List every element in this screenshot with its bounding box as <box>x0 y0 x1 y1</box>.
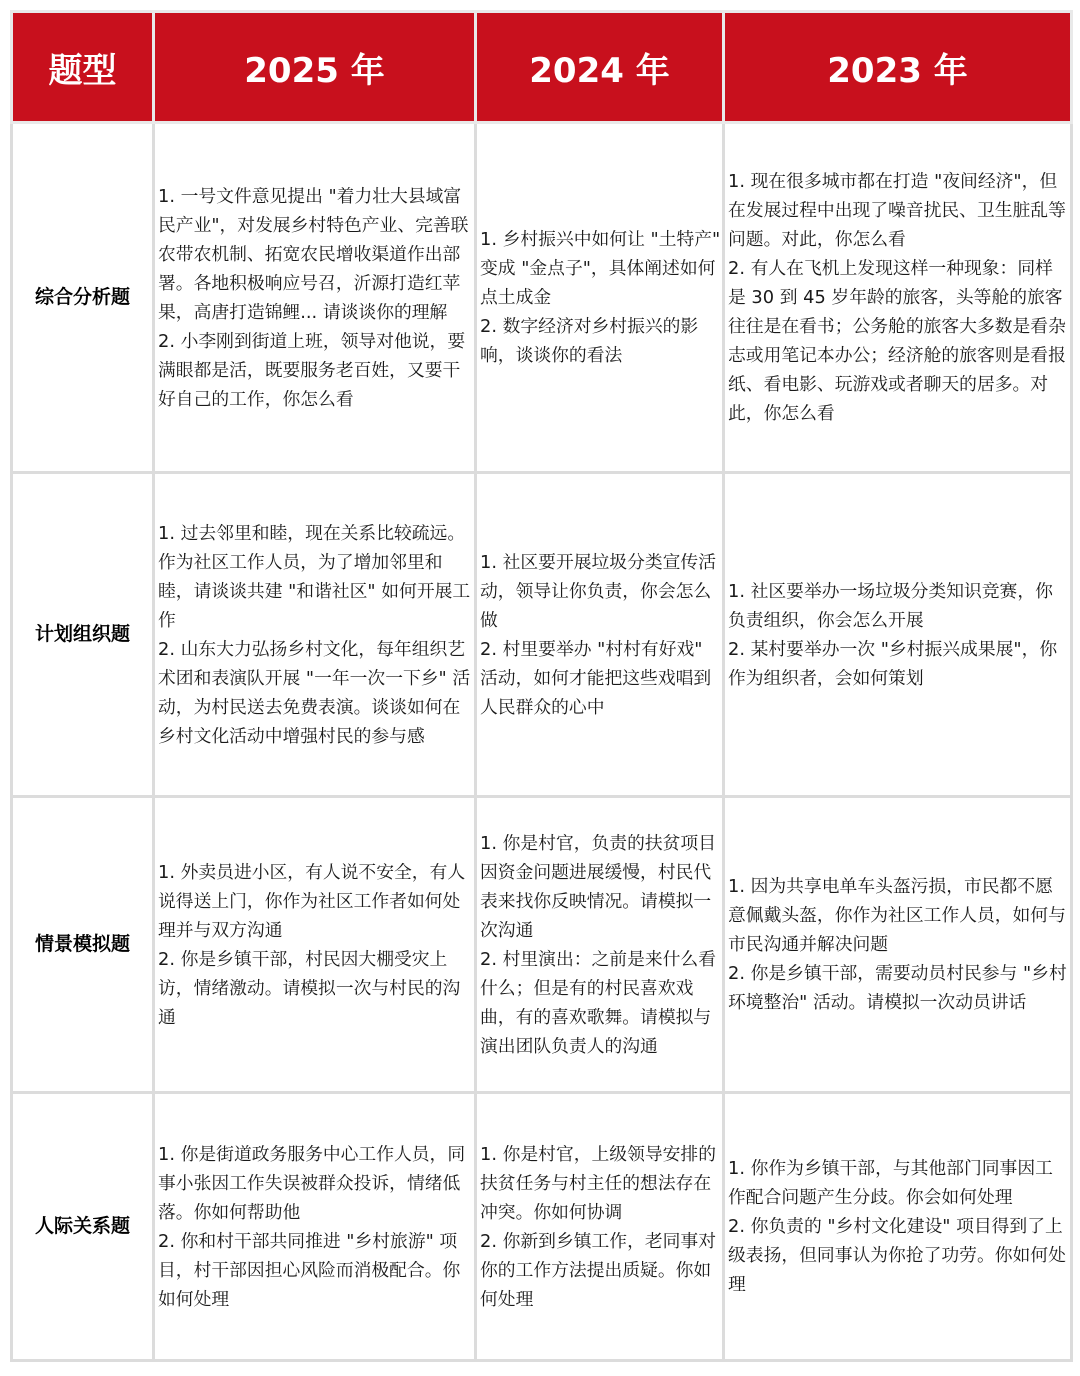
question-item: 1. 你是村官，上级领导安排的扶贫任务与村主任的想法存在冲突。你如何协调 <box>480 1143 716 1223</box>
question-item: 1. 过去邻里和睦，现在关系比较疏远。作为社区工作人员，为了增加邻里和睦，请谈谈共建 "和谐社区" 如何开展工作 <box>158 522 471 631</box>
question-item: 2. 村里演出：之前是来什么看什么；但是有的村民喜欢戏曲，有的喜欢歌舞。请模拟与演出团队负责人的沟通 <box>480 948 716 1057</box>
question-type-cell: 人际关系题 <box>12 1093 154 1361</box>
table-row <box>12 797 1072 1093</box>
table-row <box>12 473 1072 797</box>
question-item: 2. 数字经济对乡村振兴的影响，谈谈你的看法 <box>480 316 699 366</box>
question-item: 2. 小李刚到街道上班，领导对他说，要满眼都是活，既要服务老百姓，又要干好自己的工作，你怎么看 <box>158 330 466 410</box>
header-question-type: 题型 <box>12 12 154 123</box>
table-row <box>12 123 1072 473</box>
question-item: 1. 你是村官，负责的扶贫项目因资金问题进展缓慢，村民代表来找你反映情况。请模拟一次沟通 <box>480 832 716 941</box>
question-item: 1. 乡村振兴中如何让 "土特产" 变成 "金点子"，具体阐述如何点土成金 <box>480 229 721 308</box>
question-item: 1. 外卖员进小区，有人说不安全，有人说得送上门，你作为社区工作者如何处理并与双方沟通 <box>158 861 466 941</box>
question-item: 1. 一号文件意见提出 "着力壮大县域富民产业"，对发展乡村特色产业、完善联农带农机制、拓宽农民增收渠道作出部署。各地积极响应号召，沂源打造红苹果，高唐打造锦鲤... 请谈谈你的理解 <box>158 185 469 323</box>
question-item: 1. 因为共享电单车头盔污损，市民都不愿意佩戴头盔，你作为社区工作人员，如何与市民沟通并解决问题 <box>728 876 1066 955</box>
question-item: 2. 你和村干部共同推进 "乡村旅游" 项目，村干部因担心风险而消极配合。你如何处理 <box>158 1230 461 1310</box>
questions-2023-cell <box>724 123 1072 473</box>
header-year-2025: 2025 年 <box>154 12 476 123</box>
question-type-cell: 综合分析题 <box>12 123 154 473</box>
exam-question-table-container <box>10 10 1070 1362</box>
question-item: 2. 你是乡镇干部，需要动员村民参与 "乡村环境整治" 活动。请模拟一次动员讲话 <box>728 963 1067 1013</box>
question-item: 1. 你作为乡镇干部，与其他部门同事因工作配合问题产生分歧。你会如何处理 <box>728 1158 1053 1208</box>
exam-question-table <box>10 10 1073 1362</box>
question-item: 1. 社区要举办一场垃圾分类知识竞赛，你负责组织，你会怎么开展 <box>728 580 1053 631</box>
question-item: 2. 有人在飞机上发现这样一种现象：同样是 30 到 45 岁年龄的旅客，头等舱的旅客往往是在看书；公务舱的旅客大多数是看杂志或用笔记本办公；经济舱的旅客则是看报纸、看电影、玩游戏或者聊天的居多。对此，你怎么看 <box>728 258 1066 424</box>
questions-2025-cell <box>154 123 476 473</box>
table-row <box>12 1093 1072 1361</box>
questions-2024-cell <box>476 797 724 1093</box>
questions-2024-cell <box>476 473 724 797</box>
header-year-2023: 2023 年 <box>724 12 1072 123</box>
question-item: 1. 现在很多城市都在打造 "夜间经济"，但在发展过程中出现了噪音扰民、卫生脏乱等问题。对此，你怎么看 <box>728 171 1066 250</box>
questions-2024-cell <box>476 1093 724 1361</box>
questions-2024-cell <box>476 123 724 473</box>
questions-2023-cell <box>724 473 1072 797</box>
question-item: 2. 你是乡镇干部，村民因大棚受灾上访，情绪激动。请模拟一次与村民的沟通 <box>158 948 461 1028</box>
question-item: 2. 你负责的 "乡村文化建设" 项目得到了上级表扬，但同事认为你抢了功劳。你如何处理 <box>728 1216 1066 1295</box>
questions-2025-cell <box>154 797 476 1093</box>
question-type-cell: 计划组织题 <box>12 473 154 797</box>
header-year-2024: 2024 年 <box>476 12 724 123</box>
question-item: 2. 山东大力弘扬乡村文化，每年组织艺术团和表演队开展 "一年一次一下乡" 活动，为村民送去免费表演。谈谈如何在乡村文化活动中增强村民的参与感 <box>158 638 471 747</box>
question-item: 2. 某村要举办一次 "乡村振兴成果展"，你作为组织者，会如何策划 <box>728 638 1058 689</box>
questions-2025-cell <box>154 473 476 797</box>
questions-2025-cell <box>154 1093 476 1361</box>
question-item: 2. 你新到乡镇工作，老同事对你的工作方法提出质疑。你如何处理 <box>480 1230 716 1310</box>
question-item: 1. 社区要开展垃圾分类宣传活动，领导让你负责，你会怎么做 <box>480 551 716 631</box>
questions-2023-cell <box>724 797 1072 1093</box>
questions-2023-cell <box>724 1093 1072 1361</box>
question-type-cell: 情景模拟题 <box>12 797 154 1093</box>
header-row <box>12 12 1072 123</box>
question-item: 2. 村里要举办 "村村有好戏" 活动，如何才能把这些戏唱到人民群众的心中 <box>480 638 712 718</box>
question-item: 1. 你是街道政务服务中心工作人员，同事小张因工作失误被群众投诉，情绪低落。你如何帮助他 <box>158 1143 466 1223</box>
